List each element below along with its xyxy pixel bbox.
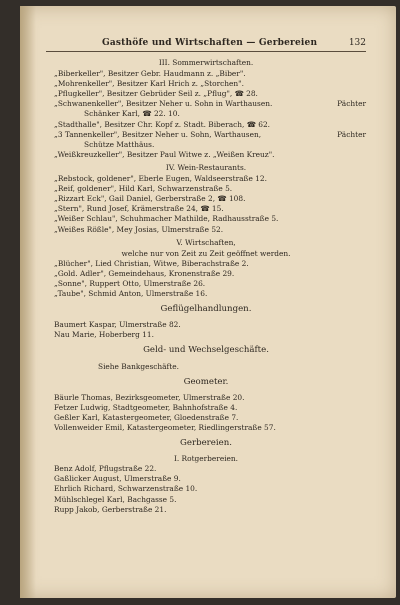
cross-reference-note: Siehe Bankgeschäfte. bbox=[98, 361, 179, 371]
list-item: „Pflugkeller", Besitzer Gebrüder Seil z. „Pflug", ☎ 28. bbox=[54, 89, 258, 99]
list-item: „Sonne", Ruppert Otto, Ulmerstraße 26. bbox=[54, 278, 206, 288]
list-item: Nau Marie, Hoberberg 11. bbox=[54, 330, 154, 340]
section-heading-tanneries: Gerbereien. bbox=[180, 438, 232, 449]
list-item bbox=[46, 130, 366, 140]
list-item-continuation: Schänker Karl, ☎ 22. 10. bbox=[84, 109, 180, 119]
list-item: „Weißkreuzkeller", Besitzer Paul Witwe z. „Weißen Kreuz". bbox=[54, 149, 275, 159]
list-item: „Weißer Schlau", Schuhmacher Mathilde, Radhausstraße 5. bbox=[54, 214, 279, 224]
list-item: Rupp Jakob, Gerberstraße 21. bbox=[54, 504, 167, 514]
list-item: „Mohrenkeller", Besitzer Karl Hrich z. „Storchen". bbox=[54, 79, 244, 89]
section-heading-wine-restaurants: IV. Wein-Restaurants. bbox=[165, 162, 247, 172]
list-item-continuation: Schütze Matthäus. bbox=[84, 139, 155, 149]
list-item: „Weißes Rößle", Mey Josias, Ulmerstraße 52. bbox=[54, 224, 224, 234]
list-item: „Rizzart Eck", Gail Daniel, Gerberstraße 2, ☎ 108. bbox=[54, 194, 246, 204]
list-item: Bäurle Thomas, Bezirksgeometer, Ulmerstraße 20. bbox=[54, 392, 245, 402]
list-item: Geßler Karl, Katastergeometer, Gloedenstraße 7. bbox=[54, 412, 239, 422]
list-item: „Stadthalle", Besitzer Chr. Kopf z. Stadt. Biberach, ☎ 62. bbox=[54, 119, 271, 129]
list-item-tail: Pächter bbox=[337, 99, 366, 109]
page-header bbox=[46, 38, 366, 52]
page-number: 132 bbox=[348, 38, 366, 48]
running-title: Gasthöfe und Wirtschaften — Gerbereien bbox=[102, 38, 318, 48]
list-item: Gaßlicker August, Ulmerstraße 9. bbox=[54, 474, 181, 484]
list-item: „Taube", Schmid Anton, Ulmerstraße 16. bbox=[54, 289, 208, 299]
list-item: Mühlschlegel Karl, Bachgasse 5. bbox=[54, 494, 177, 504]
list-item: Benz Adolf, Pflugstraße 22. bbox=[54, 464, 157, 474]
list-item: Ehrlich Richard, Schwarzenstraße 10. bbox=[54, 484, 198, 494]
list-item-text: „3 Tannenkeller", Besitzer Neher u. Sohn, Warthausen, bbox=[54, 129, 262, 139]
page-gutter-shadow bbox=[20, 6, 36, 598]
list-item-tail: Pächter bbox=[337, 129, 366, 139]
list-item: Vollenweider Emil, Katastergeometer, Riedlingerstraße 57. bbox=[54, 423, 276, 432]
page-content bbox=[46, 38, 366, 515]
list-item: „Blücher", Lied Christian, Witwe, Biberachstraße 2. bbox=[54, 258, 249, 268]
list-item bbox=[46, 99, 366, 109]
list-item: Fetzer Ludwig, Stadtgeometer, Bahnhofstraße 4. bbox=[54, 402, 238, 412]
section-subheading: I. Rotgerbereien. bbox=[173, 454, 239, 464]
list-item: „Reif, goldener", Hild Karl, Schwarzenstraße 5. bbox=[54, 184, 233, 194]
section-heading-surveyors: Geometer. bbox=[183, 376, 229, 387]
section-heading-occasional-inns: V. Wirtschaften, bbox=[176, 237, 236, 247]
list-item: „Rebstock, goldener", Eberle Eugen, Waldseerstraße 12. bbox=[54, 174, 267, 184]
section-heading-summer-inns: III. Sommerwirtschaften. bbox=[158, 58, 254, 67]
section-heading-poultry: Geflügelhandlungen. bbox=[160, 304, 252, 315]
section-subheading: welche nur von Zeit zu Zeit geöffnet werden. bbox=[121, 248, 291, 258]
list-item-text: „Schwanenkeller", Besitzer Neher u. Sohn in Warthausen. bbox=[54, 99, 273, 109]
list-item: „Biberkeller", Besitzer Gebr. Haudmann z. „Biber". bbox=[54, 69, 246, 79]
list-item: „Stern", Rund Josef, Krämerstraße 24, ☎ 15. bbox=[54, 204, 224, 214]
list-item: Baumert Kaspar, Ulmerstraße 82. bbox=[54, 320, 181, 330]
section-heading-money-exchange: Geld- und Wechselgeschäfte. bbox=[143, 345, 269, 356]
list-item: „Gold. Adler", Gemeindehaus, Kronenstraße 29. bbox=[54, 268, 235, 278]
